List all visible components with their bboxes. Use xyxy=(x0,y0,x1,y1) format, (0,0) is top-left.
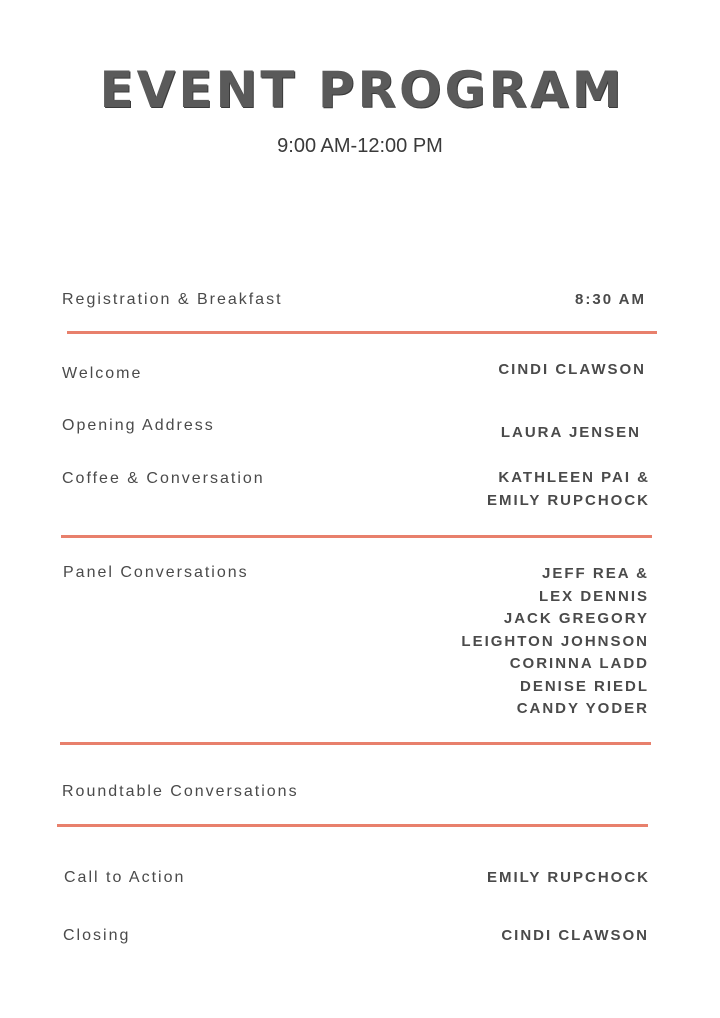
speaker-name: DENISE RIEDL xyxy=(519,677,649,695)
coffee-speakers xyxy=(487,467,650,512)
call-to-action-label: Call to Action xyxy=(64,869,186,886)
divider-4 xyxy=(57,824,648,827)
speaker-name: JEFF REA & xyxy=(542,565,649,582)
closing-speaker: CINDI CLAWSON xyxy=(501,927,649,944)
divider-3 xyxy=(60,742,651,745)
panel-label: Panel Conversations xyxy=(63,564,249,581)
divider-2 xyxy=(61,535,652,538)
divider-1 xyxy=(67,331,657,334)
speaker-name: EMILY RUPCHOCK xyxy=(486,491,650,509)
welcome-label: Welcome xyxy=(62,365,143,382)
closing-label: Closing xyxy=(63,927,131,944)
page-title: EVENT PROGRAM xyxy=(99,61,625,119)
opening-speaker: LAURA JENSEN xyxy=(500,424,641,441)
speaker-name: CORINNA LADD xyxy=(509,655,649,672)
speaker-name: LEX DENNIS xyxy=(538,587,649,605)
speaker-name: LEIGHTON JOHNSON xyxy=(461,632,649,650)
opening-label: Opening Address xyxy=(62,417,215,434)
registration-time: 8:30 AM xyxy=(575,291,646,308)
event-time: 9:00 AM-12:00 PM xyxy=(277,135,443,157)
coffee-label: Coffee & Conversation xyxy=(62,470,265,487)
roundtable-label: Roundtable Conversations xyxy=(62,783,299,800)
panel-speakers xyxy=(461,563,649,721)
speaker-name: CANDY YODER xyxy=(516,700,649,717)
welcome-speaker: CINDI CLAWSON xyxy=(498,361,646,378)
call-to-action-speaker: EMILY RUPCHOCK xyxy=(486,869,650,886)
registration-label: Registration & Breakfast xyxy=(62,291,283,308)
speaker-name: KATHLEEN PAI & xyxy=(498,469,650,486)
speaker-name: JACK GREGORY xyxy=(503,610,649,627)
